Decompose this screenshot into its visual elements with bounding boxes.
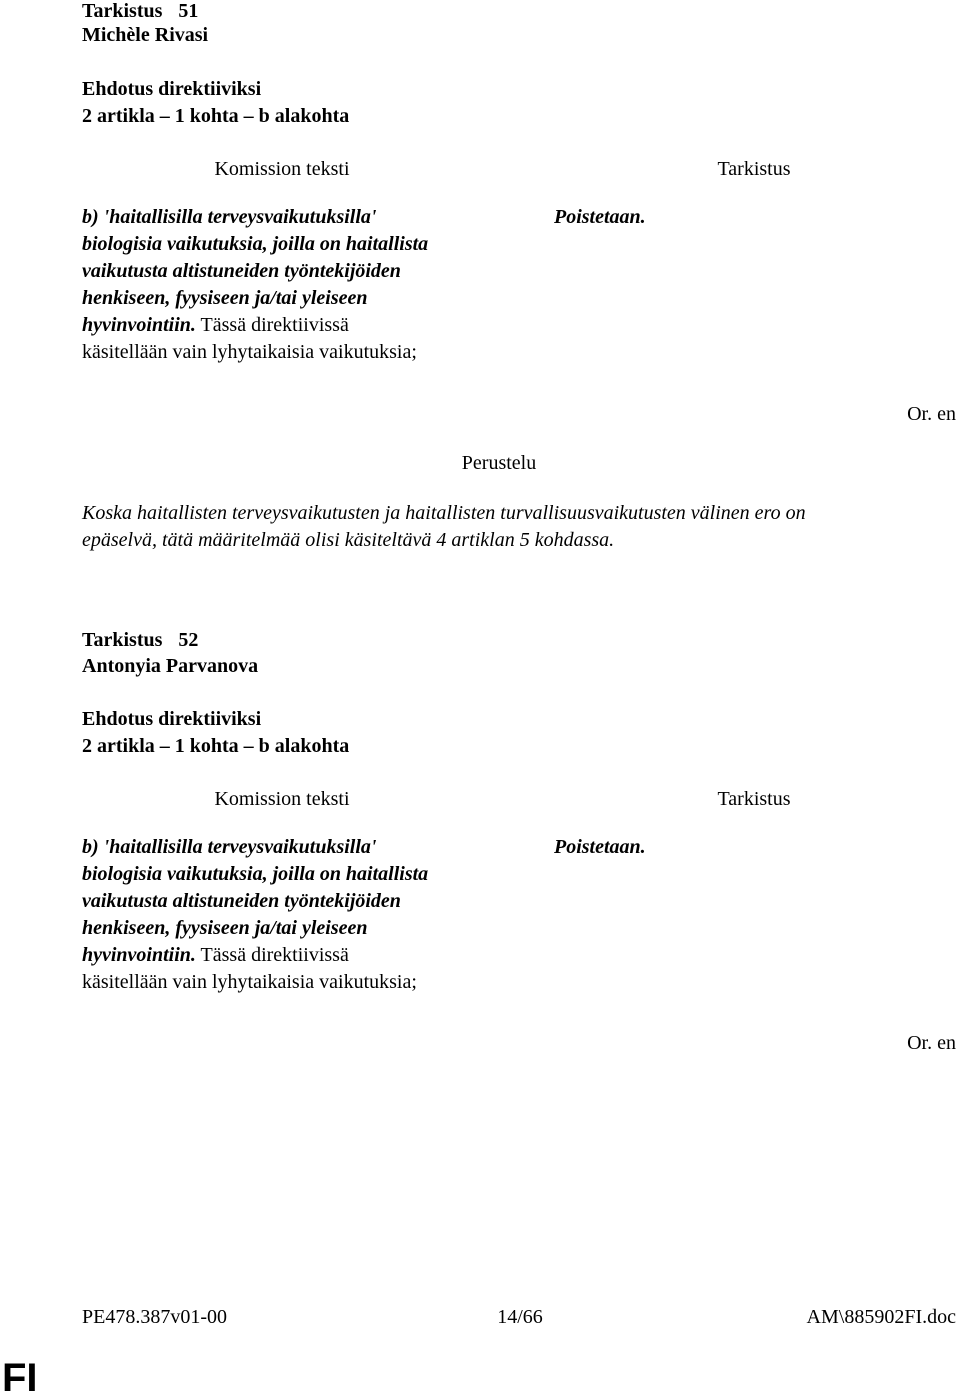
commission-text-line: biologisia vaikutuksia, joilla on haitallista <box>82 233 429 255</box>
page-number: 14/66 <box>497 1306 543 1328</box>
justification-line: Koska haitallisten terveysvaikutusten ja haitallisten turvallisuusvaikutusten välinen ero on <box>82 502 806 524</box>
justification-line: epäselvä, tätä määritelmää olisi käsiteltävä 4 artiklan 5 kohdassa. <box>82 529 615 551</box>
amendment-author: Michèle Rivasi <box>82 24 209 46</box>
commission-text-header: Komission teksti <box>214 788 350 810</box>
justification-text <box>82 500 942 554</box>
justification-header: Perustelu <box>461 452 537 474</box>
document-reference: PE478.387v01-00 <box>82 1306 227 1328</box>
article-reference: 2 artikla – 1 kohta – b alakohta <box>82 105 350 127</box>
amendment-title: Tarkistus <box>82 0 163 22</box>
amendment-number: 52 <box>178 629 199 651</box>
commission-text <box>82 204 542 366</box>
commission-text-line: biologisia vaikutuksia, joilla on haitallista <box>82 863 429 885</box>
article-reference: 2 artikla – 1 kohta – b alakohta <box>82 735 350 757</box>
commission-text-line: hyvinvointiin. <box>82 314 196 336</box>
commission-text-line: Tässä direktiivissä <box>195 314 349 336</box>
commission-text-line: vaikutusta altistuneiden työntekijöiden <box>82 260 401 282</box>
commission-text-line: Tässä direktiivissä <box>195 944 349 966</box>
amendment-column-header: Tarkistus <box>717 158 791 180</box>
amendment-heading <box>82 627 198 654</box>
amendment-column-header: Tarkistus <box>717 788 791 810</box>
original-language: Or. en <box>907 403 956 425</box>
commission-text-header: Komission teksti <box>214 158 350 180</box>
commission-text-line: b) 'haitallisilla terveysvaikutuksilla' <box>82 836 377 858</box>
amendment-number: 51 <box>178 0 199 22</box>
amendment-text: Poistetaan. <box>554 206 646 228</box>
proposal-label: Ehdotus direktiiviksi <box>82 708 262 730</box>
amendment-author: Antonyia Parvanova <box>82 655 259 677</box>
commission-text-line: vaikutusta altistuneiden työntekijöiden <box>82 890 401 912</box>
commission-text-line: henkiseen, fyysiseen ja/tai yleiseen <box>82 287 368 309</box>
commission-text-line: käsitellään vain lyhytaikaisia vaikutuksia; <box>82 341 417 363</box>
amendment-title: Tarkistus <box>82 629 163 651</box>
commission-text-line: hyvinvointiin. <box>82 944 196 966</box>
file-name: AM\885902FI.doc <box>806 1306 956 1328</box>
commission-text-line: käsitellään vain lyhytaikaisia vaikutuksia; <box>82 971 417 993</box>
commission-text-line: b) 'haitallisilla terveysvaikutuksilla' <box>82 206 377 228</box>
commission-text <box>82 834 542 996</box>
original-language: Or. en <box>907 1032 956 1054</box>
amendment-text: Poistetaan. <box>554 836 646 858</box>
commission-text-line: henkiseen, fyysiseen ja/tai yleiseen <box>82 917 368 939</box>
proposal-label: Ehdotus direktiiviksi <box>82 78 262 100</box>
language-mark: FI <box>2 1356 38 1400</box>
